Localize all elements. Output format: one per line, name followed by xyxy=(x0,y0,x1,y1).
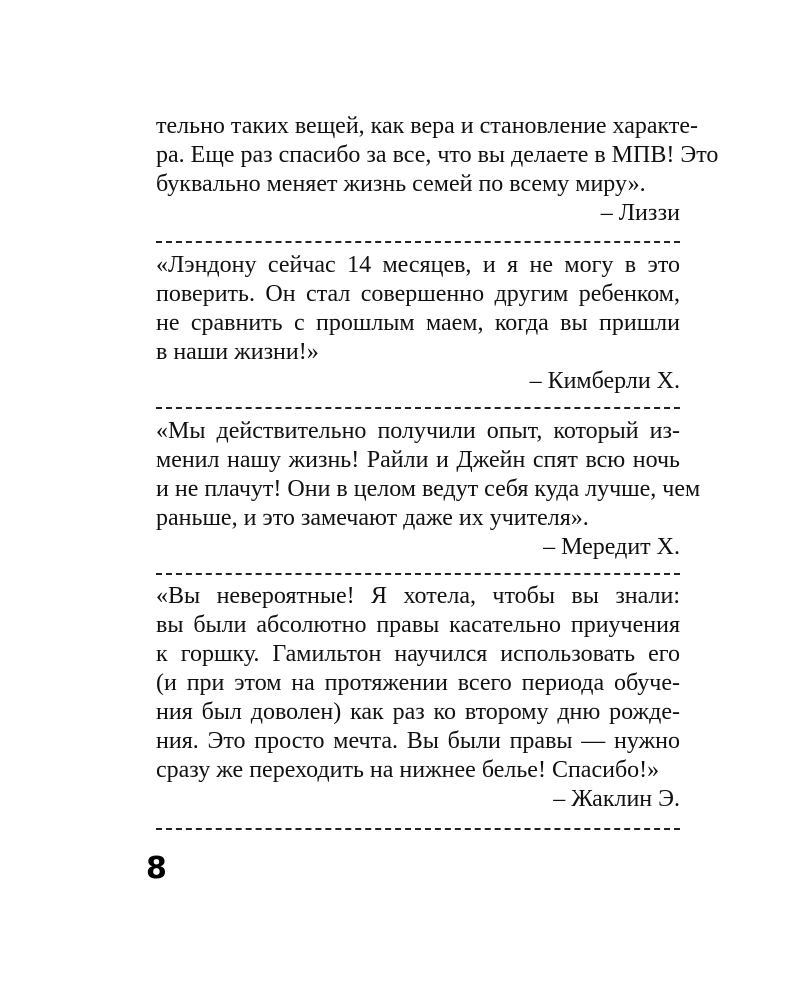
testimonial-line: ра. Еще раз спасибо за все, что вы делаете в МПВ! Это xyxy=(156,142,719,168)
testimonial-jacqueline xyxy=(156,582,680,814)
testimonial-line: и не плачут! Они в целом ведут себя куда лучше, чем xyxy=(156,476,701,502)
testimonial-lizzy xyxy=(156,112,719,228)
testimonial-line: вы были абсолютно правы касательно приучения xyxy=(156,612,680,638)
dashed-divider xyxy=(156,573,680,575)
testimonial-line: тельно таких вещей, как вера и становление характе- xyxy=(156,113,698,139)
testimonial-line: «Лэндону сейчас 14 месяцев, и я не могу в это xyxy=(156,252,680,278)
testimonial-line: ния. Это просто мечта. Вы были правы — нужно xyxy=(156,728,680,754)
testimonial-line: сразу же переходить на нижнее белье! Спасибо!» xyxy=(156,757,660,783)
testimonial-line: к горшку. Гамильтон научился использовать его xyxy=(156,641,680,667)
testimonial-author: – Жаклин Э. xyxy=(553,786,680,812)
testimonial-line: раньше, и это замечают даже их учителя». xyxy=(156,505,589,531)
testimonial-author: – Мередит Х. xyxy=(543,534,680,560)
testimonial-meredith xyxy=(156,417,701,562)
testimonial-line: поверить. Он стал совершенно другим ребенком, xyxy=(156,281,680,307)
dashed-divider xyxy=(156,407,680,409)
testimonial-author: – Лиззи xyxy=(600,200,680,226)
testimonial-line: «Вы невероятные! Я хотела, чтобы вы знали: xyxy=(156,583,680,609)
dashed-divider xyxy=(156,241,680,243)
testimonial-kimberly xyxy=(156,251,680,396)
page-number: 8 xyxy=(146,851,167,886)
testimonial-line: менил нашу жизнь! Райли и Джейн спят всю ночь xyxy=(156,447,680,473)
testimonial-author: – Кимберли Х. xyxy=(529,368,680,394)
testimonial-line: ния был доволен) как раз ко второму дню рожде- xyxy=(156,699,680,725)
testimonial-line: в наши жизни!» xyxy=(156,339,319,365)
testimonial-line: «Мы действительно получили опыт, который из- xyxy=(156,418,680,444)
testimonial-line: буквально меняет жизнь семей по всему миру». xyxy=(156,171,646,197)
dashed-divider xyxy=(156,828,680,830)
testimonial-line: не сравнить с прошлым маем, когда вы пришли xyxy=(156,310,680,336)
testimonial-line: (и при этом на протяжении всего периода обуче- xyxy=(156,670,680,696)
